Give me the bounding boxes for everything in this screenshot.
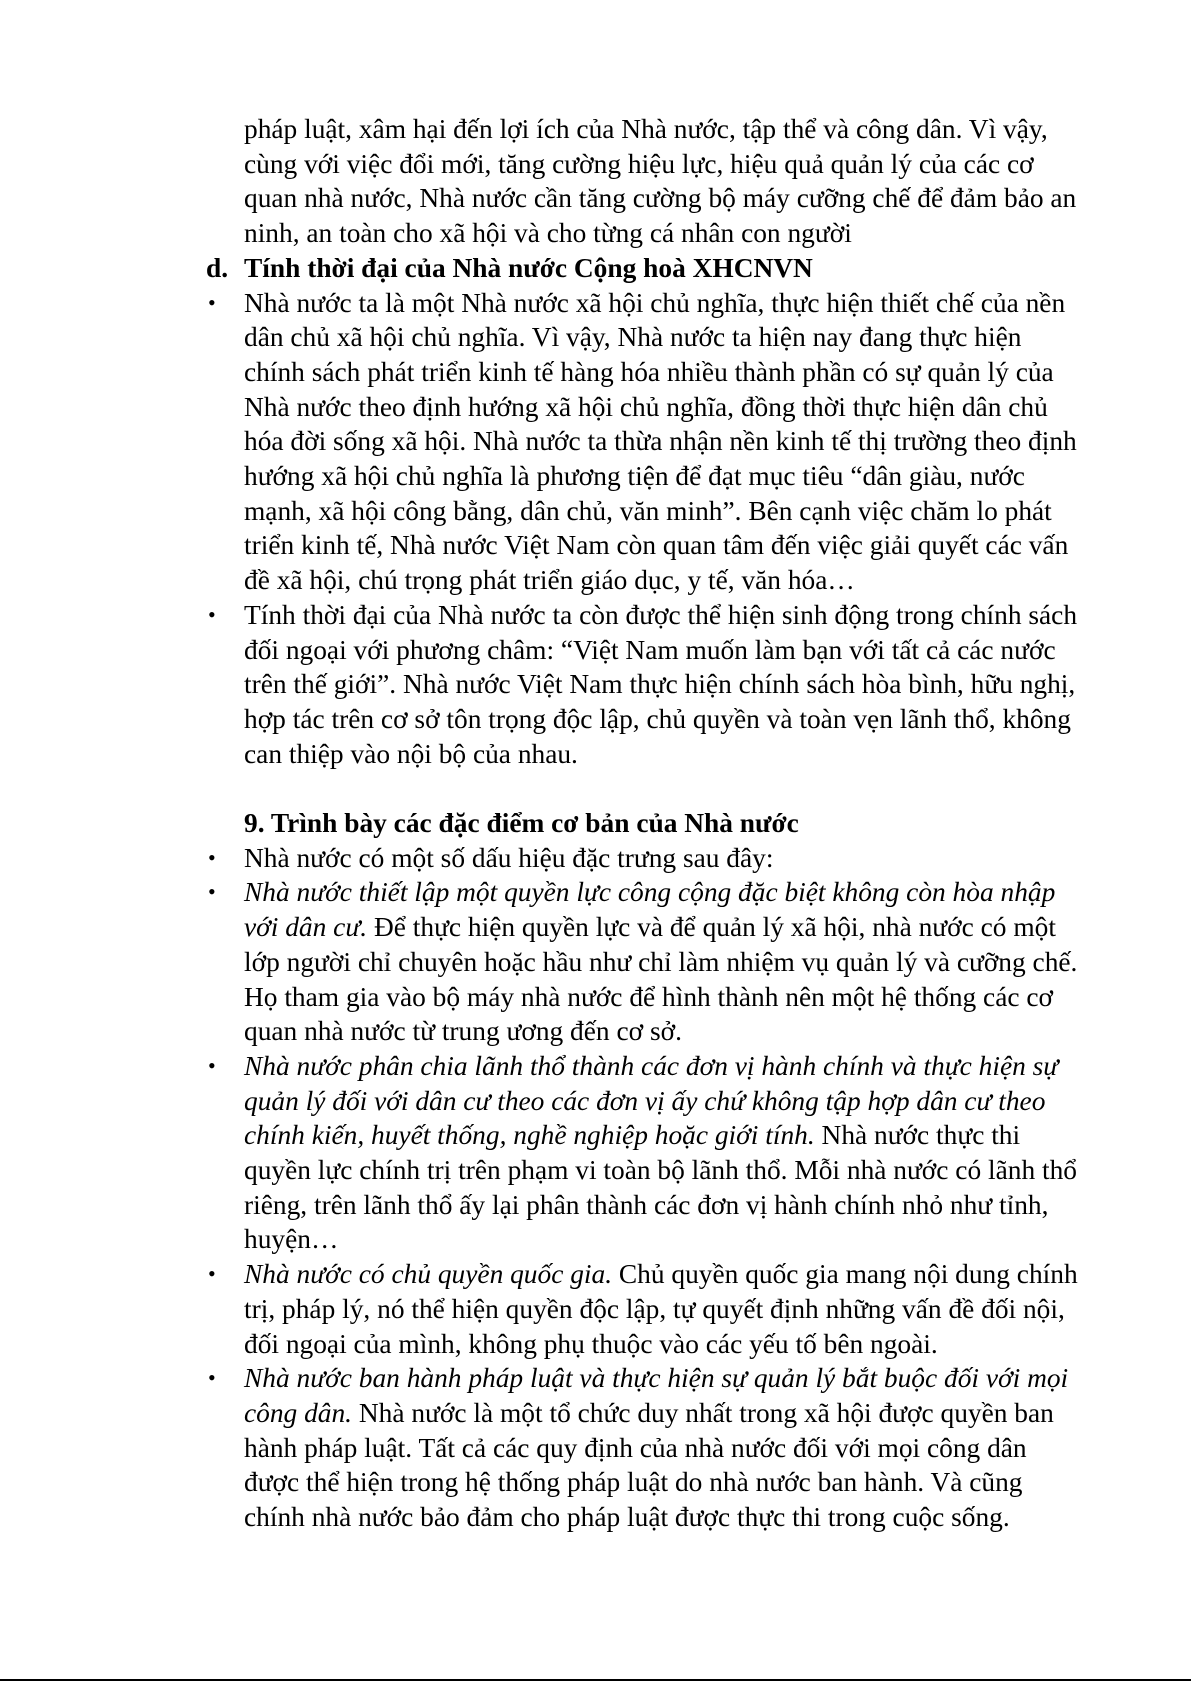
bullet-icon: •: [208, 289, 216, 315]
list-item-text: Nhà nước là một tổ chức duy nhất trong xã hội được quyền ban hành pháp luật. Tất cả các quy định của nhà nước đối với mọi công dân được thể hiện trong hệ thống pháp luật do nhà nước ban hành. Và cũng chính nhà nước bảo đảm cho pháp luật được thực thi trong cuộc sống.: [244, 1398, 1054, 1533]
section-d-heading: [206, 251, 1086, 286]
list-item-text: Chủ quyền quốc gia mang nội dung chính trị, pháp lý, nó thể hiện quyền độc lập, tự quyết định những vấn đề đối nội, đối ngoại của mình, không phụ thuộc vào các yếu tố bên ngoài.: [244, 1259, 1078, 1359]
list-item-text: Nhà nước có một số dấu hiệu đặc trưng sau đây:: [244, 842, 774, 873]
list-item: [206, 1361, 1086, 1535]
bullet-icon: •: [208, 879, 216, 905]
list-item: [206, 1049, 1086, 1257]
page-bottom-rule: [0, 1679, 1191, 1681]
list-item: [206, 1257, 1086, 1361]
section-d-title: Tính thời đại của Nhà nước Cộng hoà XHCNVN: [244, 252, 813, 283]
list-item-text: Nhà nước thực thi quyền lực chính trị trên phạm vi toàn bộ lãnh thổ. Mỗi nhà nước có lãnh thổ riêng, trên lãnh thổ ấy lại phân thành các đơn vị hành chính nhỏ như tỉnh, huyện…: [244, 1120, 1078, 1255]
list-item: [206, 286, 1086, 598]
document-body: [206, 112, 1086, 1535]
list-item-italic-lead: Nhà nước ban hành pháp luật và thực hiện sự quản lý bắt buộc đối với mọi công dân.: [244, 1363, 1069, 1428]
list-item: [206, 875, 1086, 1049]
bullet-icon: •: [208, 1261, 216, 1287]
bullet-icon: •: [208, 1052, 216, 1078]
bullet-icon: •: [208, 844, 216, 870]
list-item-text: Nhà nước ta là một Nhà nước xã hội chủ nghĩa, thực hiện thiết chế của nền dân chủ xã hội chủ nghĩa. Vì vậy, Nhà nước ta hiện nay đang thực hiện chính sách phát triển kinh tế hàng hóa nhiều thành phần có sự quản lý của Nhà nước theo định hướng xã hội chủ nghĩa, đồng thời thực hiện dân chủ hóa đời sống xã hội. Nhà nước ta thừa nhận nền kinh tế thị trường theo định hướng xã hội chủ nghĩa là phương tiện để đạt mục tiêu “dân giàu, nước mạnh, xã hội công bằng, dân chủ, văn minh”. Bên cạnh việc chăm lo phát triển kinh tế, Nhà nước Việt Nam còn quan tâm đến việc giải quyết các vấn đề xã hội, chú trọng phát triển giáo dục, y tế, văn hóa…: [244, 287, 1077, 596]
list-item-italic-lead: Nhà nước thiết lập một quyền lực công cộng đặc biệt không còn hòa nhập với dân cư.: [244, 877, 1056, 943]
bullet-icon: •: [208, 601, 216, 627]
list-item: [206, 841, 1086, 876]
section-9-heading: 9. Trình bày các đặc điểm cơ bản của Nhà nước: [244, 808, 799, 839]
list-item-text: Tính thời đại của Nhà nước ta còn được thể hiện sinh động trong chính sách đối ngoại với phương châm: “Việt Nam muốn làm bạn với tất cả các nước trên thế giới”. Nhà nước Việt Nam thực hiện chính sách hòa bình, hữu nghị, hợp tác trên cơ sở tôn trọng độc lập, chủ quyền và toàn vẹn lãnh thổ, không can thiệp vào nội bộ của nhau.: [244, 599, 1078, 769]
list-item-italic-lead: Nhà nước có chủ quyền quốc gia.: [244, 1259, 613, 1290]
list-item: [206, 598, 1086, 772]
intro-paragraph: pháp luật, xâm hại đến lợi ích của Nhà nước, tập thể và công dân. Vì vậy, cùng với việc đổi mới, tăng cường hiệu lực, hiệu quả quản lý của các cơ quan nhà nước, Nhà nước cần tăng cường bộ máy cưỡng chế để đảm bảo an ninh, an toàn cho xã hội và cho từng cá nhân con người: [244, 114, 1077, 249]
section-d-marker: d.: [206, 252, 229, 283]
bullet-icon: •: [208, 1365, 216, 1391]
list-item-text: Để thực hiện quyền lực và để quản lý xã hội, nhà nước có một lớp người chỉ chuyên hoặc hầu như chỉ làm nhiệm vụ quản lý và cưỡng chế. Họ tham gia vào bộ máy nhà nước để hình thành nên một hệ thống các cơ quan nhà nước từ trung ương đến cơ sở.: [244, 912, 1078, 1047]
list-item-italic-lead: Nhà nước phân chia lãnh thổ thành các đơn vị hành chính và thực hiện sự quản lý đối với dân cư theo các đơn vị ấy chứ không tập hợp dân cư theo chính kiến, huyết thống, nghề nghiệp hoặc giới tính.: [244, 1050, 1059, 1151]
spacer: [206, 771, 1086, 806]
